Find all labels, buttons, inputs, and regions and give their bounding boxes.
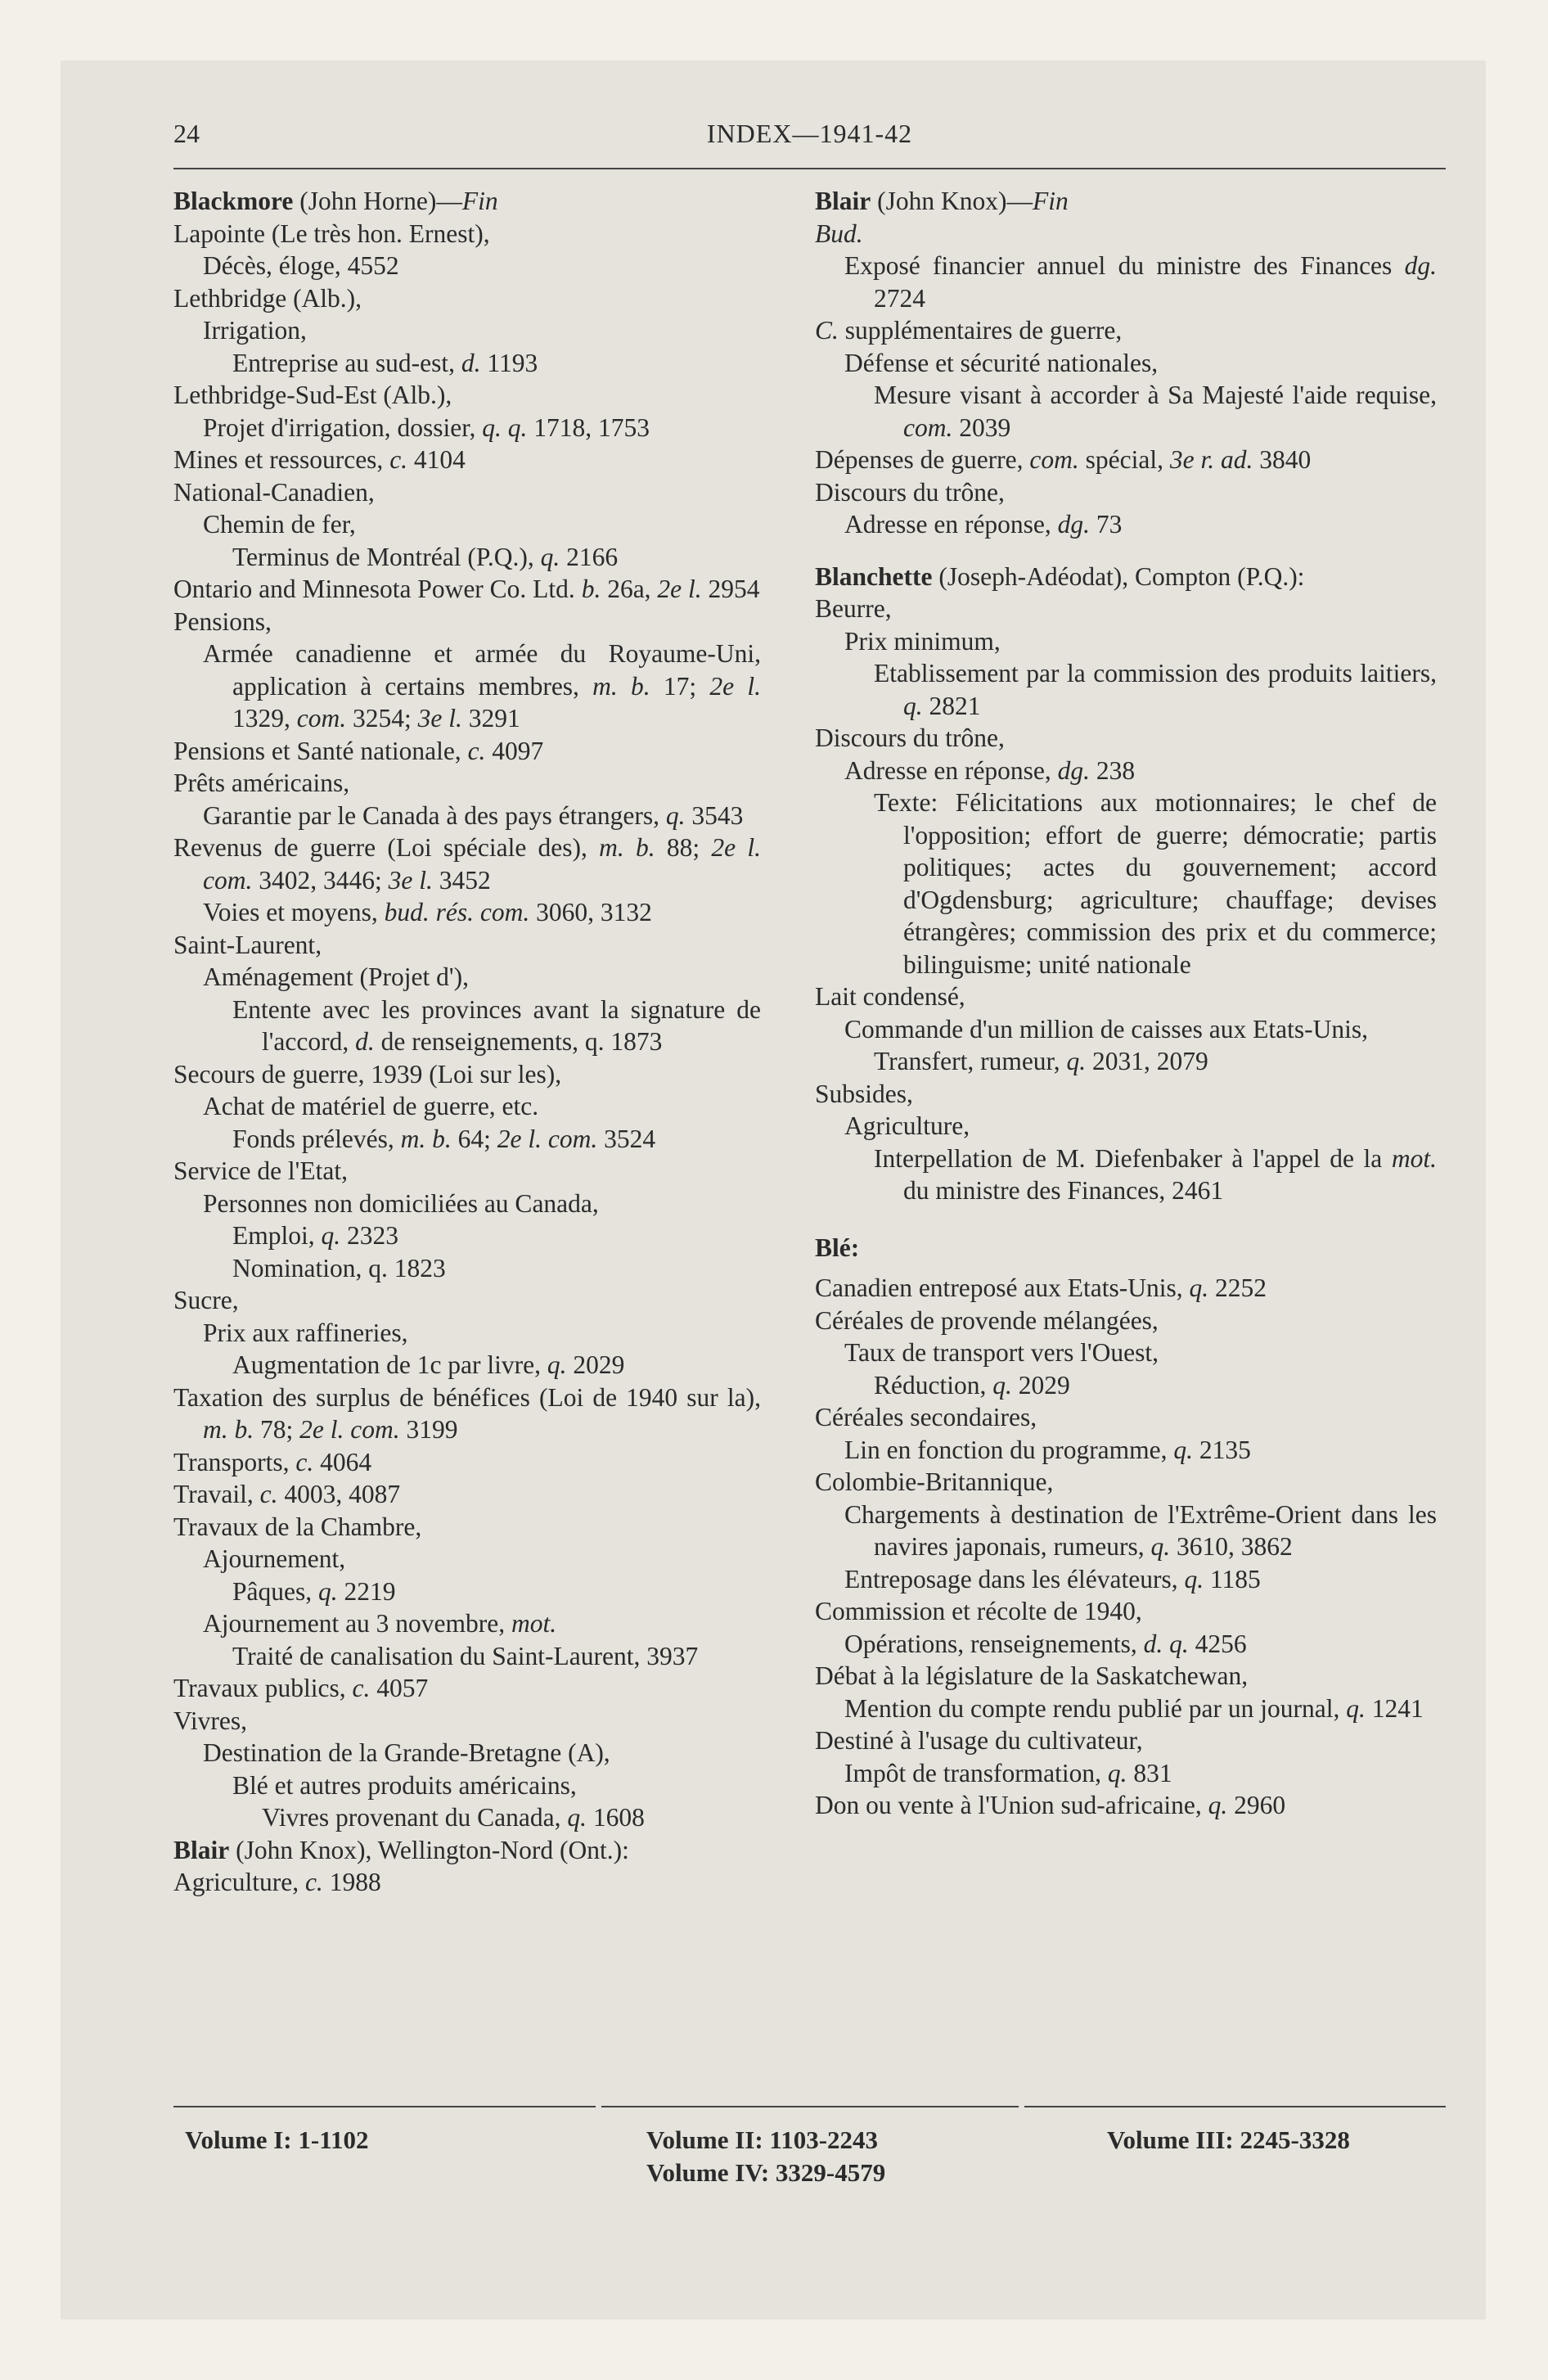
heading-suffix: Fin <box>1033 187 1069 215</box>
italic-reference: 2e l. com. <box>299 1415 400 1444</box>
index-entry: Pensions, <box>173 606 272 636</box>
italic-reference: q. <box>1150 1532 1171 1561</box>
italic-reference: c. <box>259 1480 278 1508</box>
italic-reference: mot. <box>1391 1143 1437 1173</box>
index-entry: Transports, c. 4064 <box>173 1447 372 1476</box>
index-entry: Secours de guerre, 1939 (Loi sur les), <box>173 1059 562 1089</box>
index-entry: Armée canadienne et armée du Royaume-Uni, application à certains membres, m. b. 17; 2e l. 1329, com. 3254; 3e l. 3291 <box>203 639 761 732</box>
page-number: 24 <box>173 119 200 148</box>
italic-reference: q. <box>1107 1758 1127 1787</box>
index-entry: Revenus de guerre (Loi spéciale des), m. b. 88; 2e l. com. 3402, 3446; 3e l. 3452 <box>173 833 761 895</box>
index-entry: C. supplémentaires de guerre, <box>815 316 1123 345</box>
italic-reference: q. <box>665 800 686 830</box>
italic-reference: 2e l. com. <box>203 833 761 895</box>
italic-reference: d. <box>355 1027 375 1056</box>
header-rule <box>173 168 1446 169</box>
index-entry: Prix aux raffineries, <box>203 1318 408 1347</box>
italic-reference: q. <box>1208 1791 1228 1819</box>
index-entry: Réduction, q. 2029 <box>874 1370 1070 1400</box>
index-entry: Adresse en réponse, dg. 238 <box>844 755 1136 785</box>
index-entry: Vivres, <box>173 1706 247 1735</box>
index-entry: Lin en fonction du programme, q. 2135 <box>844 1435 1251 1464</box>
index-entry: Défense et sécurité nationales, <box>844 348 1159 377</box>
italic-reference: q. <box>992 1370 1012 1400</box>
italic-reference: m. b. <box>599 833 655 862</box>
italic-reference: m. b. <box>400 1124 452 1153</box>
headword: Blanchette <box>815 561 933 591</box>
index-entry: Céréales secondaires, <box>815 1403 1037 1431</box>
headword: Blair <box>815 187 871 215</box>
index-entry: Destination de la Grande-Bretagne (A), <box>203 1738 610 1767</box>
footer-rule-right <box>1024 2106 1446 2107</box>
index-entry: Entreprise au sud-est, d. 1193 <box>232 348 538 377</box>
italic-reference: q. <box>567 1803 587 1832</box>
italic-reference: q. <box>1173 1435 1194 1464</box>
index-entry: Emploi, q. 2323 <box>232 1221 398 1250</box>
italic-reference: dg. <box>1057 755 1091 785</box>
index-entry: Colombie-Britannique, <box>815 1467 1054 1496</box>
index-column-right <box>815 185 1437 2104</box>
italic-reference: q. <box>1066 1047 1087 1075</box>
index-entry: Agriculture, c. 1988 <box>173 1868 381 1896</box>
index-entry: National-Canadien, <box>173 477 375 507</box>
volume-1-range: Volume I: 1-1102 <box>185 2125 369 2154</box>
italic-reference: c. <box>295 1447 314 1476</box>
italic-reference: q. q. <box>482 412 528 442</box>
index-entry: Subsides, <box>815 1079 913 1108</box>
volume-footer <box>173 2114 1446 2204</box>
index-entry: Achat de matériel de guerre, etc. <box>203 1092 539 1120</box>
index-entry: Taxation des surplus de bénéfices (Loi de 1940 sur la), m. b. 78; 2e l. com. 3199 <box>173 1382 761 1444</box>
heading-detail: (John Horne)— <box>293 187 462 215</box>
italic-reference: q. <box>1189 1273 1209 1302</box>
italic-reference: dg. <box>1404 251 1437 280</box>
index-entry: Terminus de Montréal (P.Q.), q. 2166 <box>232 542 619 571</box>
page-header <box>173 119 1446 158</box>
index-entry: Entente avec les provinces avant la signature de l'accord, d. de renseignements, q. 1873 <box>232 994 761 1056</box>
index-entry: Voies et moyens, bud. rés. com. 3060, 3132 <box>203 898 652 926</box>
index-entry: Lethbridge-Sud-Est (Alb.), <box>173 381 452 409</box>
italic-reference: q. <box>540 542 560 571</box>
index-entry: Destiné à l'usage du cultivateur, <box>815 1726 1143 1755</box>
italic-reference: d. q. <box>1143 1629 1189 1658</box>
index-entry: Mention du compte rendu publié par un journal, q. 1241 <box>844 1693 1424 1723</box>
italic-reference: C. <box>815 316 839 345</box>
index-entry: Chargements à destination de l'Extrême-Orient dans les navires japonais, rumeurs, q. 3610, 3862 <box>844 1499 1437 1561</box>
index-entry: Blé et autres produits américains, <box>232 1770 577 1800</box>
index-entry: Saint-Laurent, <box>173 930 322 959</box>
index-heading-entry <box>173 185 761 218</box>
index-entry: Garantie par le Canada à des pays étrangers, q. 3543 <box>203 800 744 830</box>
italic-reference: q. <box>1184 1564 1204 1593</box>
index-entry: Interpellation de M. Diefenbaker à l'appel de la mot. du ministre des Finances, 2461 <box>874 1143 1437 1205</box>
index-entry: Débat à la législature de la Saskatchewan, <box>815 1661 1249 1690</box>
index-entry: Impôt de transformation, q. 831 <box>844 1758 1172 1787</box>
index-entry: Discours du trône, <box>815 723 1005 752</box>
index-entry: Aménagement (Projet d'), <box>203 962 469 991</box>
index-heading-entry <box>815 561 1437 593</box>
italic-reference: q. <box>1346 1693 1366 1723</box>
italic-reference: q. <box>547 1350 567 1379</box>
index-entry: Ajournement, <box>203 1544 346 1573</box>
volume-3-range: Volume III: 2245-3328 <box>1107 2125 1350 2154</box>
italic-reference: Bud. <box>815 219 863 248</box>
italic-reference: d. <box>461 348 481 377</box>
index-entry: Taux de transport vers l'Ouest, <box>844 1338 1159 1367</box>
index-entry: Irrigation, <box>203 316 307 345</box>
index-entry: Chemin de fer, <box>203 510 356 539</box>
index-entry: Beurre, <box>815 594 892 623</box>
index-entry: Lait condensé, <box>815 982 965 1011</box>
italic-reference: q. <box>318 1576 338 1606</box>
index-entry: Commission et récolte de 1940, <box>815 1597 1142 1625</box>
index-entry: Dépenses de guerre, com. spécial, 3e r. ad. 3840 <box>815 445 1312 474</box>
italic-reference: c. <box>304 1868 323 1896</box>
italic-reference: 2e l. com. <box>497 1124 598 1153</box>
index-entry: Pensions et Santé nationale, c. 4097 <box>173 736 544 765</box>
italic-reference: q. <box>321 1221 341 1250</box>
index-entry: Décès, éloge, 4552 <box>203 251 399 280</box>
index-entry: Canadien entreposé aux Etats-Unis, q. 2252 <box>815 1273 1267 1302</box>
index-entry: Service de l'Etat, <box>173 1156 348 1185</box>
italic-reference: dg. <box>1057 510 1091 539</box>
index-entry: Prix minimum, <box>844 626 1001 656</box>
index-entry <box>815 218 1437 250</box>
heading-detail: (John Knox)— <box>871 187 1033 215</box>
index-entry: Pâques, q. 2219 <box>232 1576 396 1606</box>
italic-reference: 2e l. <box>657 575 702 603</box>
index-heading-entry <box>173 1834 761 1867</box>
volume-4-range: Volume IV: 3329-4579 <box>646 2158 886 2187</box>
index-entry: Céréales de provende mélangées, <box>815 1305 1159 1335</box>
italic-reference: m. b. <box>592 671 650 701</box>
index-entry: Lapointe (Le très hon. Ernest), <box>173 219 490 248</box>
index-entry: Exposé financier annuel du ministre des Finances dg. 2724 <box>844 251 1437 313</box>
italic-reference: 3e l. <box>417 704 462 732</box>
index-entry: Vivres provenant du Canada, q. 1608 <box>262 1803 645 1832</box>
index-entry: Travaux de la Chambre, <box>173 1512 422 1541</box>
running-title: INDEX—1941-42 <box>706 119 913 148</box>
index-entry: Etablissement par la commission des produits laitiers, q. 2821 <box>874 659 1437 720</box>
index-entry: Texte: Félicitations aux motionnaires; le chef de l'opposition; effort de guerre; démocratie; partis politiques; actes du gouvernement; accord d'Ogdensburg; agriculture; chauffage; devises étrangères; commission des prix et du commerce; bilinguisme; unité nationale <box>874 788 1437 979</box>
heading-detail: (John Knox), Wellington-Nord (Ont.): <box>229 1835 629 1864</box>
index-entry: Adresse en réponse, dg. 73 <box>844 510 1123 539</box>
headword: Blackmore <box>173 187 294 215</box>
index-entry: Nomination, q. 1823 <box>232 1253 446 1282</box>
index-entry: Don ou vente à l'Union sud-africaine, q. 2960 <box>815 1791 1286 1819</box>
index-entry: Prêts américains, <box>173 769 350 797</box>
index-entry: Personnes non domiciliées au Canada, <box>203 1188 599 1218</box>
italic-reference: c. <box>352 1674 371 1702</box>
italic-reference: 3e l. <box>388 865 433 895</box>
index-entry: Mesure visant à accorder à Sa Majesté l'aide requise, com. 2039 <box>874 381 1437 442</box>
index-entry: Opérations, renseignements, d. q. 4256 <box>844 1629 1247 1658</box>
index-entry: Commande d'un million de caisses aux Etats-Unis, <box>844 1014 1368 1044</box>
italic-reference: c. <box>467 736 486 765</box>
heading-detail: (Joseph-Adéodat), Compton (P.Q.): <box>932 561 1305 591</box>
index-column-left <box>173 185 761 2104</box>
index-entry: Mines et ressources, c. 4104 <box>173 445 466 474</box>
italic-reference: 2e l. <box>709 671 761 701</box>
index-entry: Travaux publics, c. 4057 <box>173 1674 429 1702</box>
index-entry: Traité de canalisation du Saint-Laurent, 3937 <box>232 1641 699 1670</box>
index-entry: Sucre, <box>173 1286 239 1314</box>
footer-rule-left <box>173 2106 596 2107</box>
index-entry: Lethbridge (Alb.), <box>173 283 362 313</box>
italic-reference: q. <box>903 691 923 720</box>
italic-reference: com. <box>1029 445 1079 474</box>
italic-reference: 3e r. ad. <box>1169 445 1253 474</box>
headword: Blair <box>173 1835 230 1864</box>
index-entry: Travail, c. 4003, 4087 <box>173 1480 401 1508</box>
italic-reference: m. b. <box>203 1415 254 1444</box>
index-entry: Fonds prélevés, m. b. 64; 2e l. com. 3524 <box>232 1124 656 1153</box>
index-entry: Agriculture, <box>844 1111 970 1140</box>
italic-reference: mot. <box>511 1609 557 1638</box>
index-entry: Ontario and Minnesota Power Co. Ltd. b. 26a, 2e l. 2954 <box>173 575 760 603</box>
index-entry: Discours du trône, <box>815 477 1005 507</box>
footer-rule-mid <box>601 2106 1019 2107</box>
index-entry: Ajournement au 3 novembre, mot. <box>203 1609 557 1638</box>
index-entry: Augmentation de 1c par livre, q. 2029 <box>232 1350 625 1379</box>
index-heading-entry <box>815 185 1437 218</box>
heading-suffix: Fin <box>461 187 498 215</box>
index-entry: Entreposage dans les élévateurs, q. 1185 <box>844 1564 1261 1593</box>
index-entry: Transfert, rumeur, q. 2031, 2079 <box>874 1047 1208 1075</box>
index-entry: Projet d'irrigation, dossier, q. q. 1718, 1753 <box>203 412 650 442</box>
italic-reference: c. <box>389 445 408 474</box>
italic-reference: com. <box>903 412 953 442</box>
section-heading: Blé: <box>815 1233 860 1262</box>
italic-reference: bud. rés. com. <box>384 898 530 926</box>
italic-reference: com. <box>296 704 347 732</box>
volume-2-range: Volume II: 1103-2243 <box>646 2125 879 2154</box>
italic-reference: b. <box>581 575 601 603</box>
